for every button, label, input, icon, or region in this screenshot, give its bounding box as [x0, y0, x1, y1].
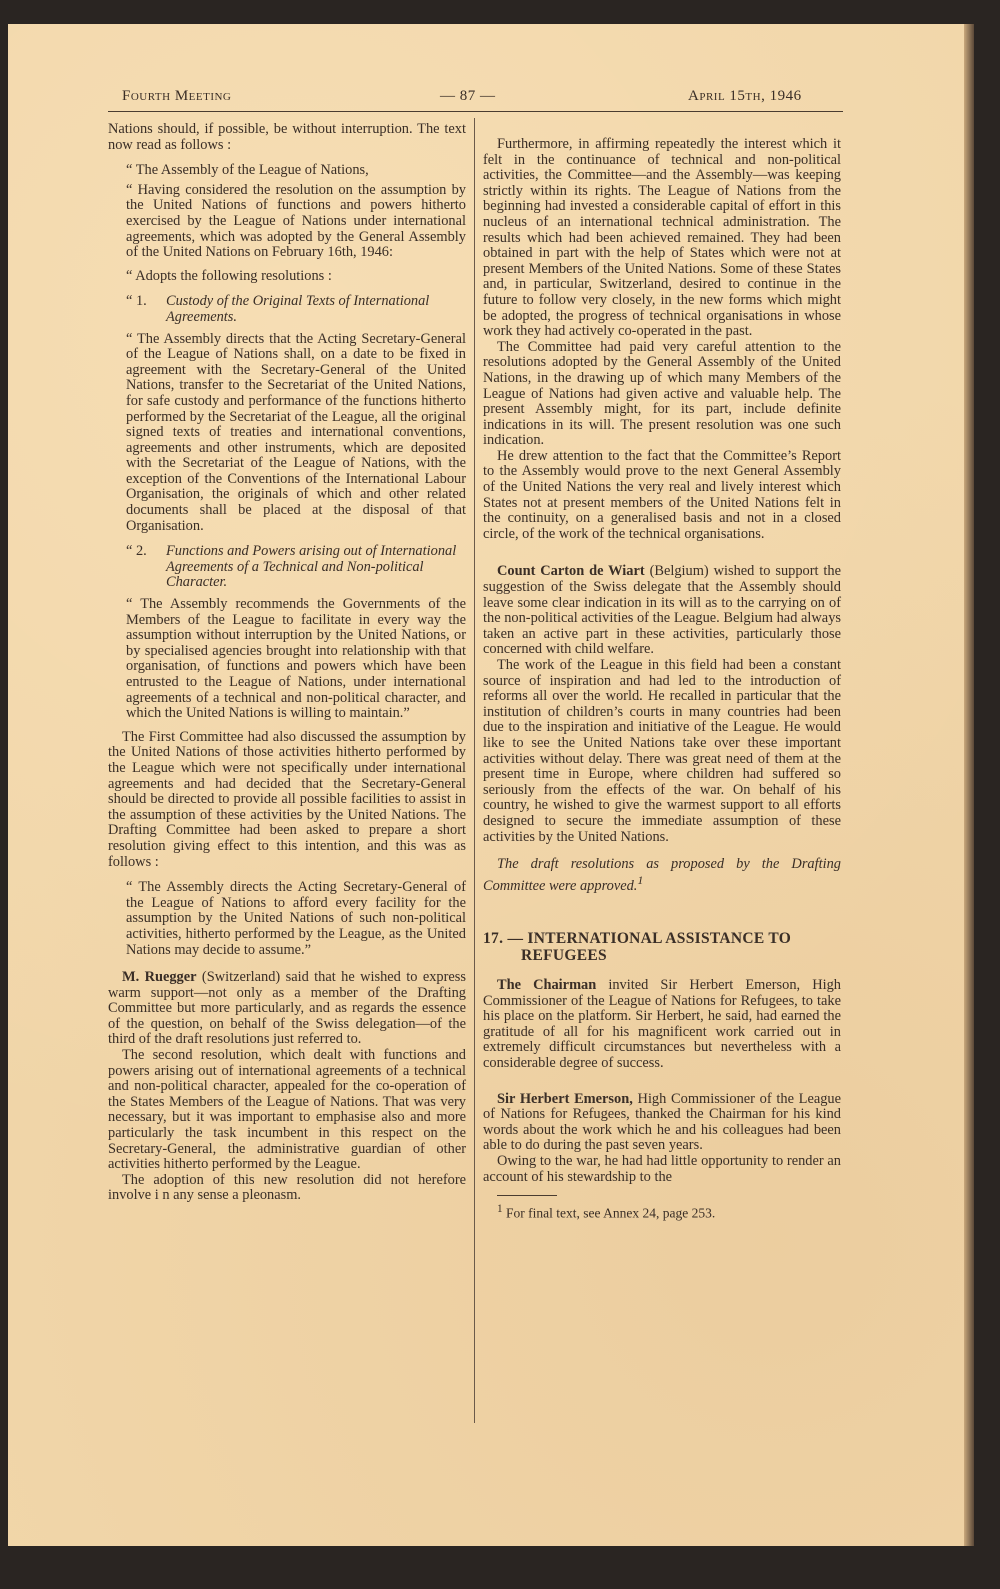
quote-paragraph: “ The Assembly directs the Acting Secretary-General of the League of Nations to afford every facility for the assumption by the United Nations of such non-political activities, hitherto performed by the League, as the United Nations may decide to assume.” — [126, 879, 466, 958]
resolution-heading-2 — [108, 544, 466, 591]
left-column — [108, 122, 466, 1204]
speaker-name: M. Ruegger — [122, 969, 197, 986]
paragraph — [483, 1092, 841, 1154]
header-date: April 15th, 1946 — [688, 88, 802, 104]
quote-paragraph: “ The Assembly directs that the Acting Secretary-General of the League of Nations shall, on a date to be fixed in agreement with the Secretary-General of the United Nations, transfer to the Secretariat of the United Nations, for safe custody and performance of the functions hitherto performed by the Secretariat of the League, all the original signed texts of treaties and international conventions, agreements and other instruments, which are deposited with the Secretariat of the League of Nations, with the exception of the Conventions of the International Labour Organisation, the originals of which and other related documents shall be placed at the disposal of that Organisation. — [126, 330, 466, 534]
paragraph: He drew attention to the fact that the Committee’s Report to the Assembly would prove to the next General Assembly of the United Nations the very real and lively interest which States not at present members of the United Nations felt in the continuity, on a generalised basis and not in a closed circle, of the work of the technical organisations. — [483, 447, 841, 542]
resolution-number: “ 2. — [126, 543, 147, 560]
speaker-name: Count Carton de Wiart — [497, 563, 645, 580]
quote-line: “ The Assembly of the League of Nations, — [126, 162, 369, 179]
speaker-name: Sir Herbert Emerson, — [497, 1090, 633, 1107]
paragraph: The First Committee had also discussed the assumption by the United Nations of those activities hitherto performed by the League which were not specifically under international agreements and had decided that the Secretary-General should be directed to provide all possible facilities to assist in the assumption of these activities by the United Nations. The Drafting Committee had been asked to prepare a short resolution giving effect to this intention, and this was as follows : — [108, 728, 466, 870]
resolution-number: “ 1. — [126, 293, 147, 310]
paragraph — [108, 970, 466, 1048]
approval-note — [483, 857, 841, 894]
paragraph: The adoption of this new resolution did not herefore involve i n any sense a pleonasm. — [108, 1171, 466, 1204]
speaker-name: The Chairman — [497, 977, 597, 994]
header-rule — [108, 111, 843, 112]
page-number: — 87 — — [440, 88, 496, 104]
header-meeting: Fourth Meeting — [122, 88, 232, 104]
speech-text: (Switzerland) said that he wished to express warm support—not only as a member of the Drafting Committee but more particularly, and as regards the essence of the question, on behalf of the Swiss delegation—of the third of the draft resolutions just referred to. — [108, 969, 466, 1048]
paragraph: Owing to the war, he had had little opportunity to render an account of his stewardship to the — [483, 1153, 841, 1185]
column-divider — [474, 118, 475, 1423]
paragraph — [483, 564, 841, 658]
paragraph: Furthermore, in affirming repeatedly the interest which it felt in the continuance of technical and non-political activities, the Committee—and the Assembly—was keeping strictly within its rights. The League of Nations from the beginning had invested a considerable capital of effort in this nucleus of an international technical administration. The results which had been achieved remained. They had been obtained in part with the help of States which were not at present Members of the United Nations. Some of these States and, in particular, Switzerland, desired to continue in the future to follow very closely, in the new forms which might be adopted, the progress of technical organisations in whose work they had actively co-operated in the past. — [483, 136, 841, 340]
footnote-ref: 1 — [637, 872, 644, 887]
paragraph: The Committee had paid very careful attention to the resolutions adopted by the General Assembly of the United Nations, in the drawing up of which many Members of the League of Nations had given active and valuable help. The present Assembly might, for its part, include definite indications in its will. The present resolution was one such indication. — [483, 338, 841, 449]
resolution-heading-1 — [108, 294, 466, 325]
footnote-rule — [497, 1195, 557, 1196]
paragraph — [483, 978, 841, 1072]
paragraph: Nations should, if possible, be without interruption. The text now read as follows : — [108, 121, 466, 153]
resolution-title: Custody of the Original Texts of International Agreements. — [166, 293, 430, 325]
speech-text: (Belgium) wished to support the suggestion of the Swiss delegate that the Assembly should leave some clear indication in its will as to the carrying on of the non-political activities of the League. Belgium had always taken an active part in these activities, particularly those concerned with child welfare. — [483, 563, 842, 658]
quote-paragraph: “ Having considered the resolution on the assumption by the United Nations of functions and powers hitherto exercised by the League of Nations under international agreements, which was adopted by the General Assembly of the United Nations on February 16th, 1946: — [126, 181, 466, 261]
speech-text: High Commissioner of the League of Nations for Refugees, thanked the Chairman for his kind words about the work which he and his colleagues had been able to do during the past seven years. — [483, 1090, 841, 1154]
page-edge — [964, 24, 974, 1546]
right-column — [483, 137, 841, 1221]
paragraph: The work of the League in this field had been a constant source of inspiration and had led to the introduction of reforms all over the world. He recalled in particular that the institution of children’s courts in many countries had been due to the inspiration and initiative of the League. He would like to see the United Nations take over these important activities without delay. There was great need of them at the present time in Europe, where children had suffered so seriously from the effects of the war. On behalf of his country, he wished to give the warmest support to all efforts designed to secure the immediate assumption of these activities by the United Nations. — [483, 657, 841, 845]
section-heading: 17. — INTERNATIONAL ASSISTANCE TO REFUGEES — [483, 930, 792, 965]
resolution-title: Functions and Powers arising out of International Agreements of a Technical and Non-political Character. — [166, 543, 457, 591]
paragraph: The second resolution, which dealt with functions and powers arising out of international agreements of a technical and non-political character, appealed for the co-operation of the States Members of the League of Nations. That was very necessary, but it was important to emphasise also and more particularly the task incumbent in this respect on the Secretary-General, the administrative guardian of other activities hitherto performed by the League. — [108, 1047, 466, 1173]
quote-line: “ Adopts the following resolutions : — [126, 267, 332, 284]
speech-text: invited Sir Herbert Emerson, High Commissioner of the League of Nations for Refugees, to take his place on the platform. Sir Herbert, he said, had earned the gratitude of all for his magnificent work carried out in extremely difficult circumstances but nevertheless with a considerable degree of success. — [483, 977, 842, 1072]
footnote — [483, 1202, 841, 1221]
footnote-text: For final text, see Annex 24, page 253. — [502, 1205, 716, 1221]
footnote-marker: 1 — [497, 1203, 503, 1216]
approval-text: The draft resolutions as proposed by the Drafting Committee were approved. — [483, 856, 841, 894]
quote-paragraph: “ The Assembly recommends the Governments of the Members of the League to facilitate in every way the assumption without interruption by the United Nations, or by specialised agencies brought into relationship with that organisation, of functions and powers which have been entrusted to the League of Nations, under international agreements of a technical and non-political character, and which the United Nations is willing to maintain.” — [126, 596, 466, 722]
